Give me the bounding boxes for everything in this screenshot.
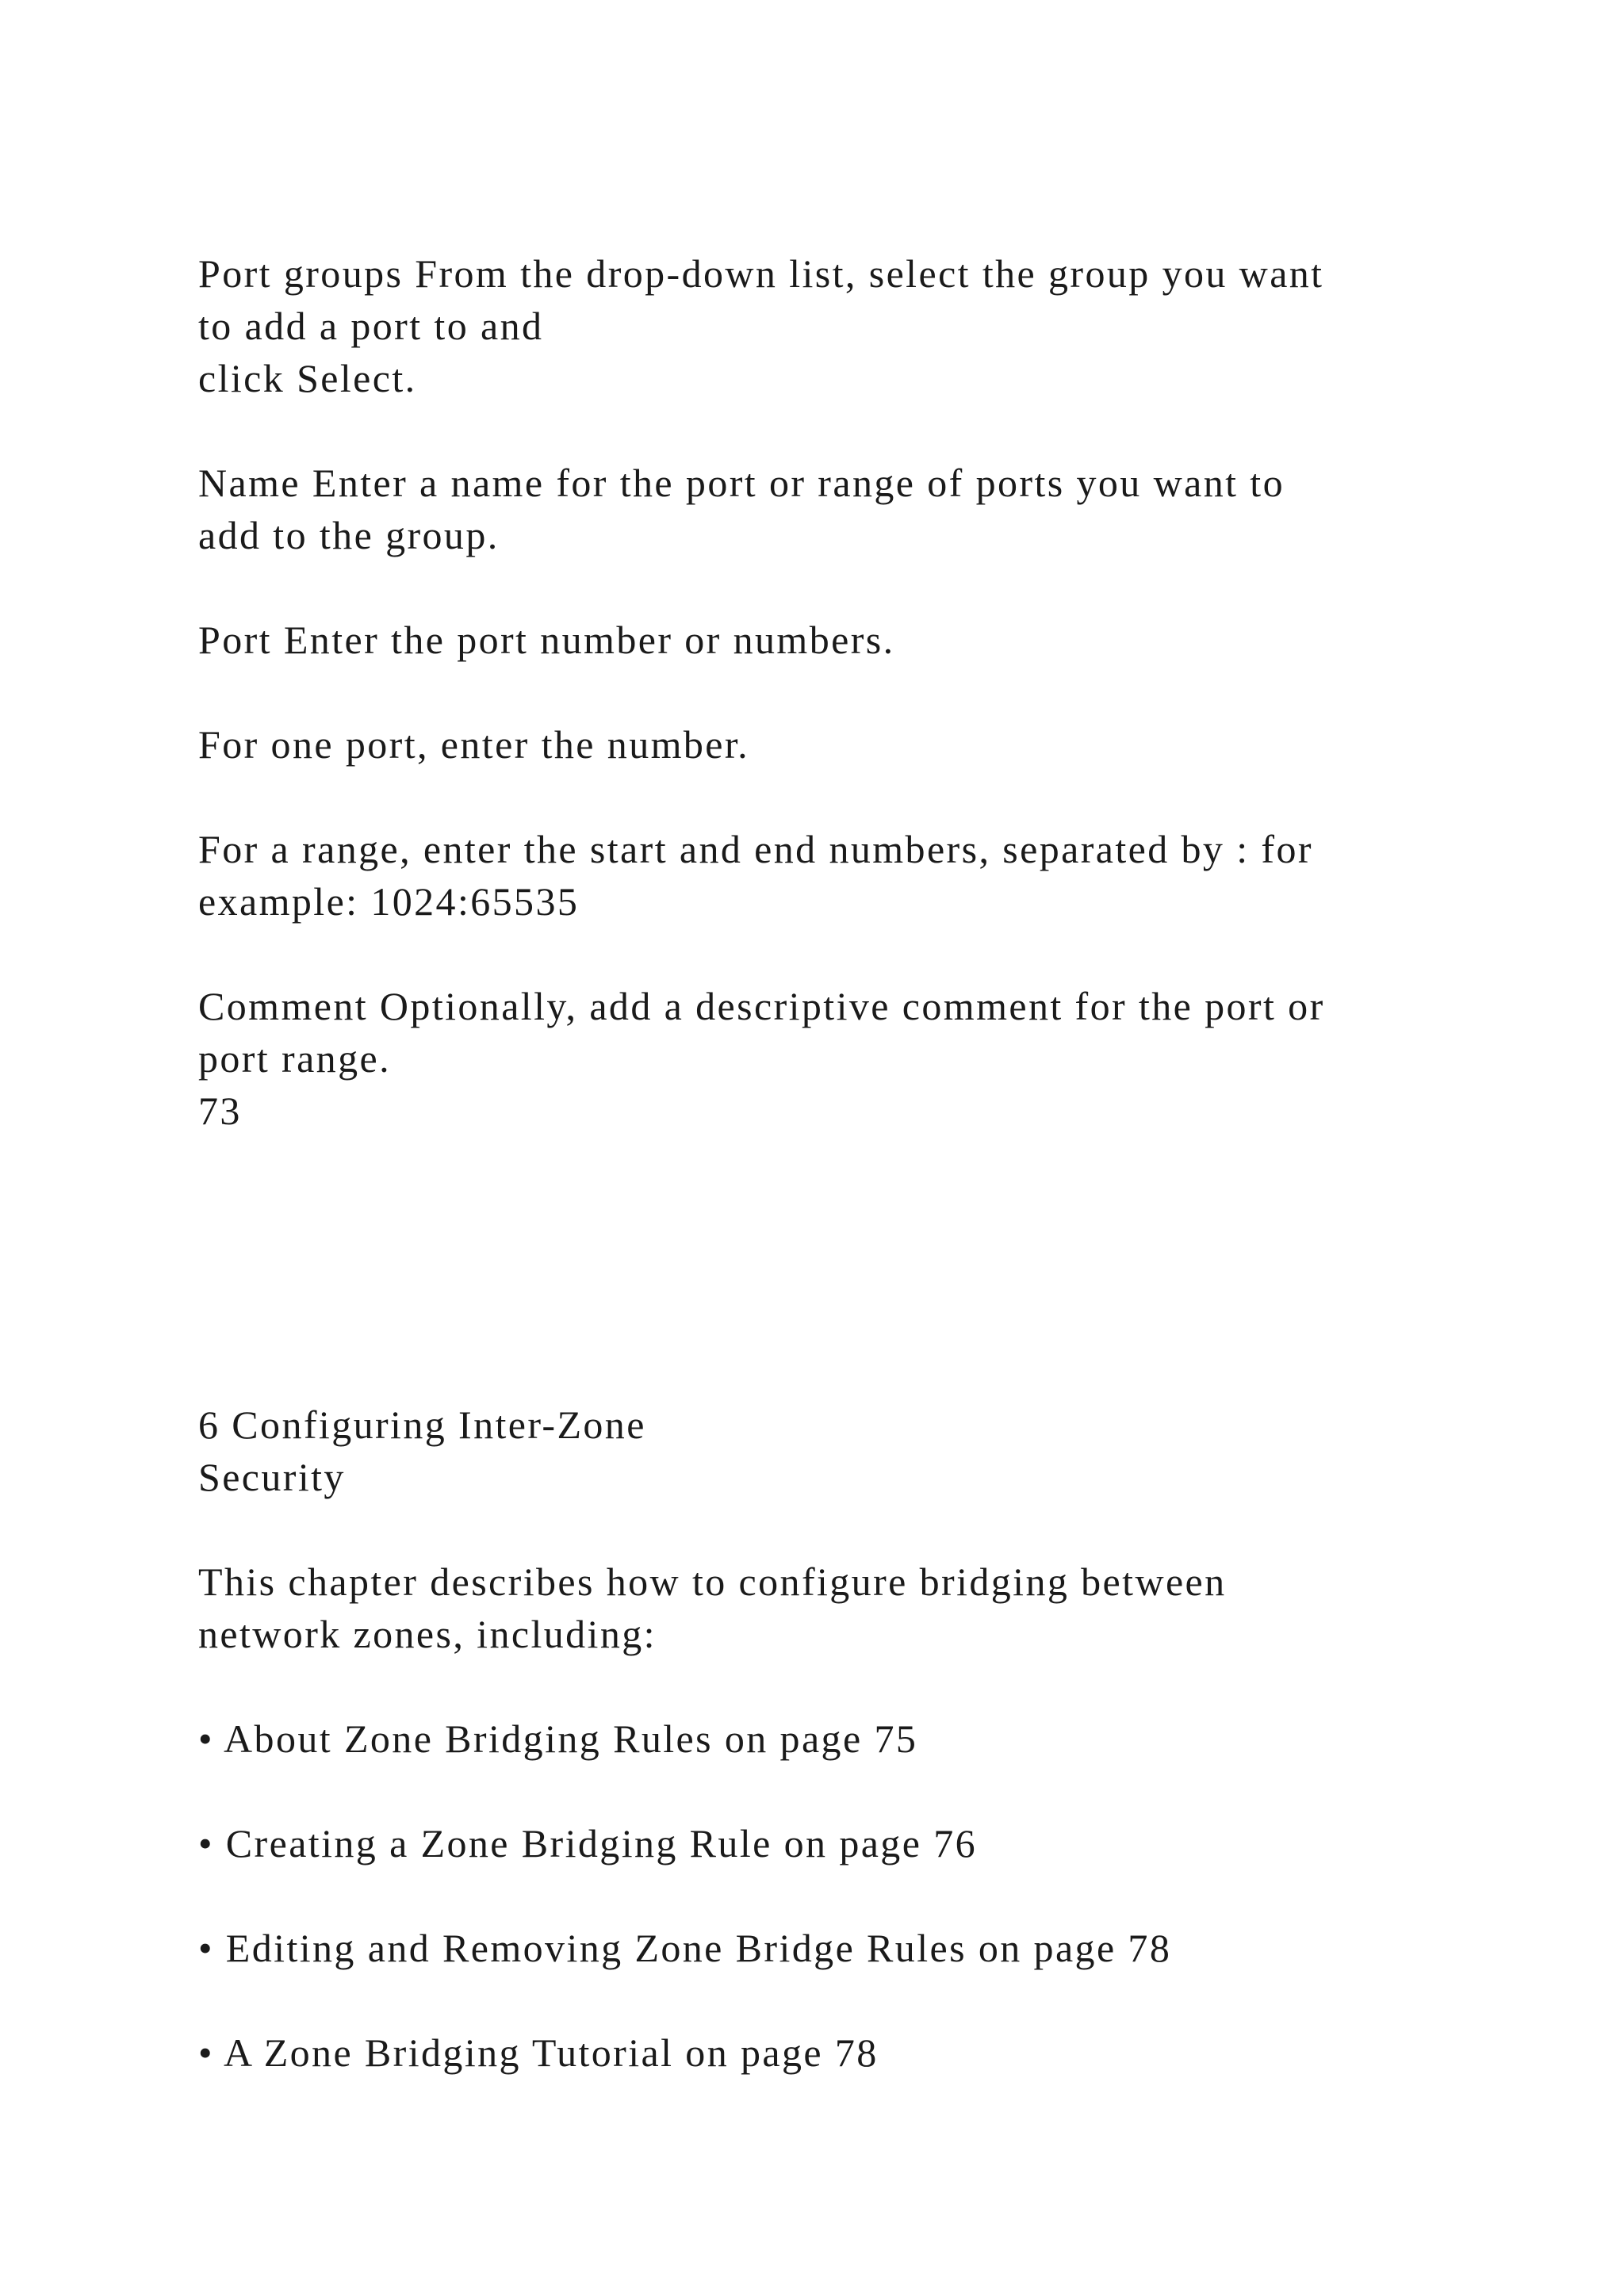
name-line-1: Name Enter a name for the port or range of ports you want to	[198, 461, 1285, 505]
bullet-zone-bridging-tutorial: • A Zone Bridging Tutorial on page 78	[198, 2030, 879, 2075]
bullet-editing-removing-zone-bridge-rules: • Editing and Removing Zone Bridge Rules on page 78	[198, 1926, 1172, 1970]
one-port-line-1: For one port, enter the number.	[198, 722, 750, 767]
chapter-heading-line-2: Security	[198, 1455, 346, 1499]
intro-line-1: This chapter describes how to configure bridging between	[198, 1559, 1227, 1604]
range-line-1: For a range, enter the start and end numbers, separated by : for	[198, 827, 1313, 871]
range-line-2: example: 1024:65535	[198, 879, 580, 924]
port-groups-line-1: Port groups From the drop-down list, select the group you want	[198, 251, 1324, 296]
port-groups-line-2: to add a port to and	[198, 304, 544, 348]
comment-line-1: Comment Optionally, add a descriptive comment for the port or	[198, 984, 1325, 1028]
port-groups-line-3: click Select.	[198, 356, 417, 400]
chapter-heading-line-1: 6 Configuring Inter-Zone	[198, 1402, 646, 1447]
page-number: 73	[198, 1089, 242, 1133]
intro-line-2: network zones, including:	[198, 1612, 657, 1656]
bullet-about-zone-bridging-rules: • About Zone Bridging Rules on page 75	[198, 1716, 918, 1761]
bullet-creating-zone-bridging-rule: • Creating a Zone Bridging Rule on page 76	[198, 1821, 978, 1866]
name-line-2: add to the group.	[198, 513, 500, 557]
port-line-1: Port Enter the port number or numbers.	[198, 618, 895, 662]
comment-line-2: port range.	[198, 1036, 391, 1081]
